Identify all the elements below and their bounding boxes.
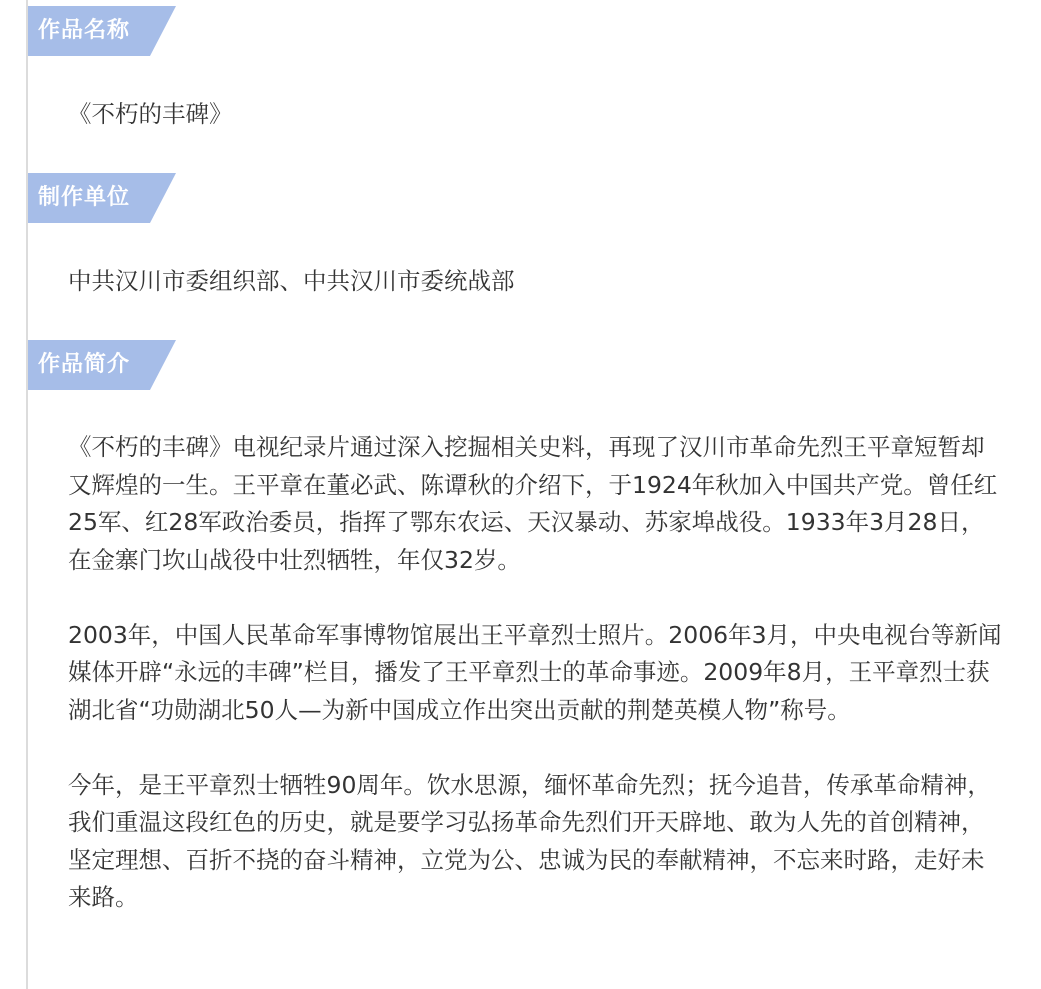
synopsis-body <box>68 429 1003 954</box>
producer-text: 中共汉川市委组织部、中共汉川市委统战部 <box>68 267 515 295</box>
section-work-name <box>28 6 1028 128</box>
work-name-text: 《不朽的丰碑》 <box>68 100 233 128</box>
section-tag-label: 作品简介 <box>38 352 131 377</box>
section-tag <box>28 6 176 56</box>
section-tag <box>28 173 176 223</box>
section-tag-label: 制作单位 <box>38 185 131 210</box>
section-producer <box>28 173 1028 295</box>
synopsis-paragraph: 《不朽的丰碑》电视纪录片通过深入挖掘相关史料，再现了汉川市革命先烈王平章短暂却又辉煌的一生。王平章在董必武、陈谭秋的介绍下，于1924年秋加入中国共产党。曾任红25军、红28军政治委员，指挥了鄂东农运、天汉暴动、苏家埠战役。1933年3月28日，在金寨门坎山战役中壮烈牺牲，年仅32岁。 <box>68 433 998 574</box>
left-border-line <box>26 0 28 989</box>
synopsis-paragraph: 今年，是王平章烈士牺牲90周年。饮水思源，缅怀革命先烈；抚今追昔，传承革命精神，我们重温这段红色的历史，就是要学习弘扬革命先烈们开天辟地、敢为人先的首创精神，坚定理想、百折不挠的奋斗精神，立党为公、忠诚为民的奉献精神，不忘来时路，走好未来路。 <box>68 770 991 911</box>
section-synopsis <box>28 340 1028 911</box>
synopsis-paragraph: 2003年，中国人民革命军事博物馆展出王平章烈士照片。2006年3月，中央电视台等新闻媒体开辟“永远的丰碑”栏目，播发了王平章烈士的革命事迹。2009年8月，王平章烈士获湖北省“功勋湖北50人—为新中国成立作出突出贡献的荆楚英模人物”称号。 <box>68 620 1002 724</box>
section-tag-label: 作品名称 <box>38 18 131 43</box>
section-tag <box>28 340 176 390</box>
